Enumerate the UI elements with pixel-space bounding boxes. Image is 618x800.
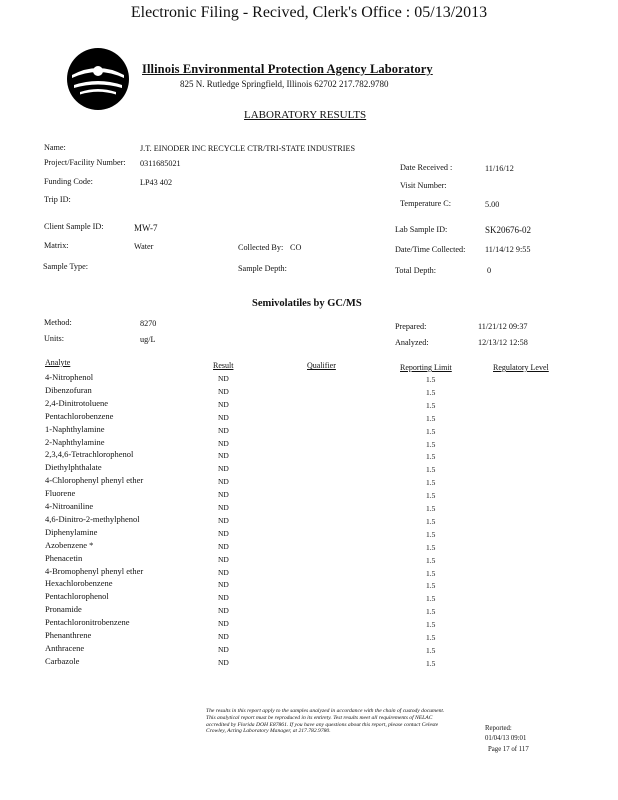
analyte-reporting-limit: 1.5 [426,542,436,552]
analyte-name: 4-Bromophenyl phenyl ether [45,565,144,576]
analyte-reporting-limit: 1.5 [426,400,436,410]
units-label: Units: [44,334,65,343]
header-regulatory-level: Regulatory Level [493,363,549,372]
temperature-label: Temperature C: [400,199,452,208]
lab-address: 825 N. Rutledge Springfield, Illinois 62702 217.782.9780 [180,79,389,89]
client-sample-value: MW-7 [134,223,158,233]
analyte-name: 4-Nitrophenol [45,372,94,382]
analyte-result: ND [218,490,229,500]
date-received-value: 11/16/12 [485,164,514,173]
name-label: Name: [44,143,66,152]
matrix-value: Water [134,242,154,251]
analyte-reporting-limit: 1.5 [426,439,436,449]
analyte-result: ND [218,425,229,435]
header-result: Result [213,361,234,370]
analyte-result: ND [218,619,229,629]
analyte-result: ND [218,386,229,396]
funding-label: Funding Code: [44,177,93,186]
analyte-reporting-limit: 1.5 [426,375,436,384]
analyte-result: ND [218,451,229,461]
analyte-name: Azobenzene * [45,539,94,550]
analyte-result: ND [218,644,229,654]
analyte-reporting-limit: 1.5 [426,633,436,642]
header-qualifier: Qualifier [307,361,336,370]
analyte-result: ND [218,580,229,590]
reported-label: Reported: [485,725,512,732]
analyte-name: Fluorene [45,488,76,499]
sample-type-label: Sample Type: [43,262,88,271]
lab-sample-label: Lab Sample ID: [395,225,448,234]
reported-value: 01/04/13 09:01 [485,735,527,742]
sample-depth-label: Sample Depth: [238,264,287,273]
analyzed-label: Analyzed: [395,338,429,347]
analyte-name: 1-Naphthylamine [45,423,105,434]
analyte-result: ND [218,464,229,474]
analyte-name: Anthracene [45,642,85,653]
analyzed-value: 12/13/12 12:58 [478,338,528,347]
filing-stamp: Electronic Filing - Recived, Clerk's Office : 05/13/2013 [130,4,488,21]
analyte-result: ND [218,541,229,551]
client-sample-label: Client Sample ID: [44,222,104,231]
analyte-reporting-limit: 1.5 [426,658,436,668]
analyte-name: 4,6-Dinitro-2-methylphenol [45,513,140,524]
date-collected-value: 11/14/12 9:55 [485,245,531,254]
analyte-reporting-limit: 1.5 [426,465,436,475]
analyte-name: Carbazole [45,655,80,666]
analyte-name: Phenacetin [45,552,83,563]
report-title: LABORATORY RESULTS [244,109,367,121]
analyte-reporting-limit: 1.5 [426,529,436,539]
trip-label: Trip ID: [44,195,71,204]
analyte-name: Phenanthrene [45,630,92,640]
analyte-result: ND [218,528,229,538]
collected-by-value: CO [290,243,302,252]
analyte-reporting-limit: 1.5 [426,581,436,591]
analyte-reporting-limit: 1.5 [426,607,436,617]
page-number: Page 17 of 117 [488,746,529,753]
analyte-result: ND [218,606,229,616]
analyte-reporting-limit: 1.5 [426,478,436,488]
analyte-result: ND [218,567,229,577]
analyte-result: ND [218,593,229,603]
analyte-name: Pentachlorophenol [45,591,109,602]
collected-by-label: Collected By: [238,243,284,252]
analyte-reporting-limit: 1.5 [426,452,436,462]
date-collected-label: Date/Time Collected: [395,245,466,254]
analyte-result: ND [218,412,229,422]
analyte-name: 2,3,4,6-Tetrachlorophenol [45,449,134,460]
name-value: J.T. EINODER INC RECYCLE CTR/TRI-STATE INDUSTRIES [140,144,356,153]
analyte-result: ND [218,399,229,409]
analyte-name: Diphenylamine [45,526,98,537]
analyte-reporting-limit: 1.5 [426,645,436,655]
analyte-reporting-limit: 1.5 [426,620,436,630]
analyte-reporting-limit: 1.5 [426,491,436,501]
analyte-result: ND [218,632,229,641]
analyte-reporting-limit: 1.5 [426,555,436,565]
visit-label: Visit Number: [400,181,447,190]
analyte-result: ND [218,374,229,383]
temperature-value: 5.00 [485,200,500,209]
analyte-name: Pronamide [45,604,82,615]
analyte-result: ND [218,477,229,487]
funding-value: LP43 402 [140,178,173,187]
analyte-reporting-limit: 1.5 [426,413,436,423]
analyte-name: Diethylphthalate [45,462,102,473]
method-label: Method: [44,318,72,327]
lab-sample-value: SK20676-02 [485,225,532,235]
project-label: Project/Facility Number: [44,158,126,167]
prepared-value: 11/21/12 09:37 [478,322,528,331]
footnote: The results in this report apply to the samples analyzed in accordance with the chain of custody document. This analytical report must be reproduced in its entirety. Test results meet all requirements of NELAC accredited by Florida DOH E87861. If you have any questions about this report, please contact Celeste Crowley, Acting Laboratory Manager, at 217.782.9780. [206,708,445,735]
analyte-reporting-limit: 1.5 [426,387,436,397]
header-reporting-limit: Reporting Limit [400,363,452,372]
units-value: ug/L [140,335,156,344]
analyte-reporting-limit: 1.5 [426,426,436,436]
total-depth-label: Total Depth: [395,266,437,275]
section-title: Semivolatiles by GC/MS [252,298,362,309]
analyte-name: 4-Chlorophenyl phenyl ether [45,475,144,486]
method-value: 8270 [140,319,157,328]
analyte-name: 2,4-Dinitrotoluene [45,397,109,408]
analyte-name: 2-Naphthylamine [45,436,105,447]
analyte-name: Pentachloronitrobenzene [45,617,130,628]
header-analyte: Analyte [45,358,71,367]
matrix-label: Matrix: [44,241,69,250]
project-value: 0311685021 [140,159,181,168]
analyte-result: ND [218,503,229,512]
analyte-reporting-limit: 1.5 [426,504,436,513]
analyte-reporting-limit: 1.5 [426,516,436,526]
analyte-name: Hexachlorobenzene [45,578,113,589]
analyte-reporting-limit: 1.5 [426,568,436,578]
iepa-logo-icon [66,47,130,111]
date-received-label: Date Received : [400,163,453,172]
analyte-result: ND [218,515,229,525]
analyte-result: ND [218,657,229,667]
analyte-reporting-limit: 1.5 [426,594,436,604]
prepared-label: Prepared: [395,322,427,331]
total-depth-value: 0 [487,266,492,275]
analyte-result: ND [218,554,229,564]
analyte-name: 4-Nitroaniline [45,501,94,511]
lab-name: Illinois Environmental Protection Agency Laboratory [142,62,433,76]
analyte-result: ND [218,438,229,448]
analyte-name: Dibenzofuran [45,384,92,395]
analyte-name: Pentachlorobenzene [45,410,114,421]
